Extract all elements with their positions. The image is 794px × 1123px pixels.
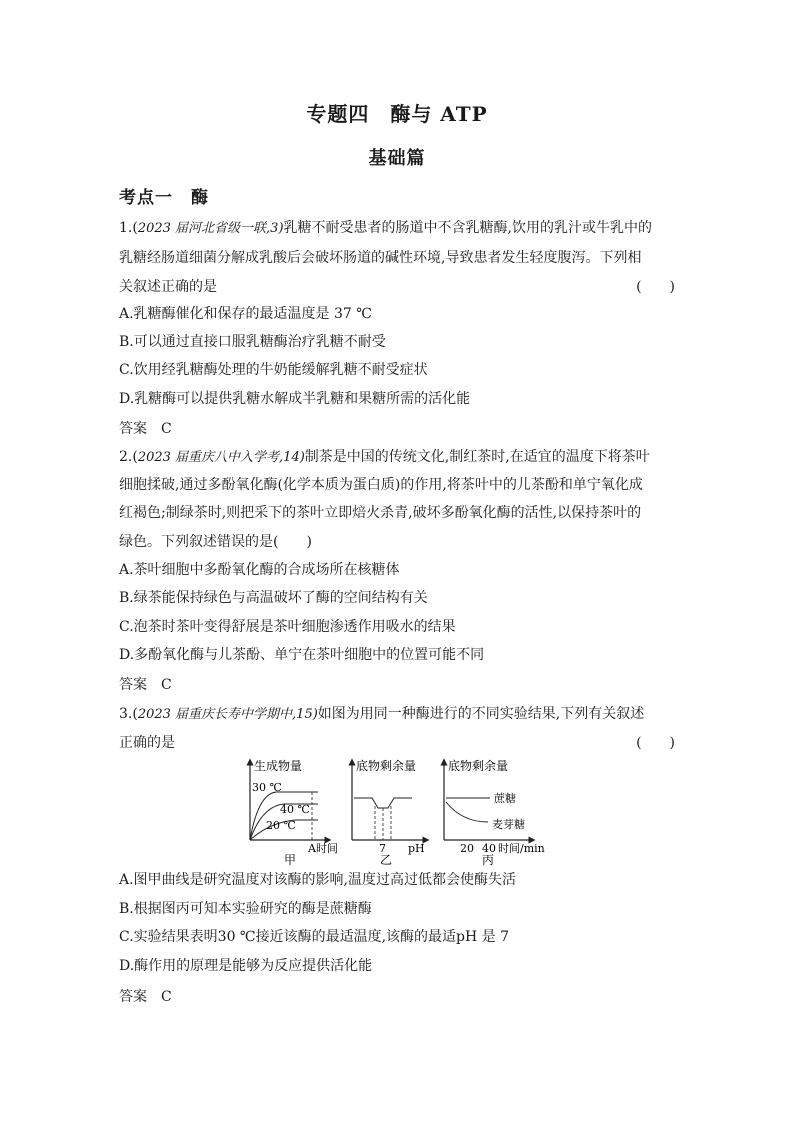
jia-curve-label-40: 40 ℃ — [280, 803, 310, 816]
bing-ylabel: 底物剩余量 — [448, 759, 509, 773]
q3-option-a: A.图甲曲线是研究温度对该酶的影响,温度过高过低都会使酶失活 — [119, 872, 517, 888]
jia-ylabel: 生成物量 — [254, 759, 303, 773]
q2-answer: 答案 C — [119, 677, 172, 693]
q2-line4: 绿色。下列叙述错误的是( ) — [119, 534, 312, 550]
yi-ylabel: 底物剩余量 — [356, 759, 417, 773]
q3-source: 2023 届重庆长寿中学期中,15) — [137, 707, 318, 722]
page-subtitle: 基础篇 — [368, 148, 426, 169]
q1-source: 2023 届河北省级一联,3) — [137, 221, 284, 236]
q1-line3: 关叙述正确的是 ( ) — [119, 279, 675, 295]
q3-answer: 答案 C — [119, 989, 172, 1005]
bing-xtick-40: 40 — [482, 842, 496, 855]
q2-line3: 红褐色;制绿茶时,则把采下的茶叶立即焙火杀青,破坏多酚氧化酶的活性,以保持茶叶的 — [119, 505, 642, 521]
jia-curve-30 — [250, 792, 318, 840]
q2-line1: 2.(2023 届重庆八中入学考,14)制茶是中国的传统文化,制红茶时,在适宜的温度下将茶叶 — [119, 449, 650, 465]
jia-curve-label-30: 30 ℃ — [252, 781, 282, 794]
enzyme-experiment-figure — [236, 756, 556, 866]
q2-option-a: A.茶叶细胞中多酚氧化酶的合成场所在核糖体 — [119, 562, 400, 578]
yi-caption: 乙 — [380, 853, 393, 866]
yi-xtick-7: 7 — [379, 842, 386, 855]
q3-line2: 正确的是 ( ) — [119, 735, 675, 751]
q2-source: 2023 届重庆八中入学考,14) — [137, 450, 305, 465]
yi-xlabel: pH — [408, 842, 425, 855]
bing-curve-label-sucrose: 蔗糖 — [494, 792, 516, 805]
bing-xlabel: 时间/min — [498, 842, 545, 855]
q1-answer-blank: ( ) — [636, 279, 675, 295]
q1-line2: 乳糖经肠道细菌分解成乳酸后会破坏肠道的碱性环境,导致患者发生轻度腹泻。下列相 — [119, 250, 642, 266]
q2-option-b: B.绿茶能保持绿色与高温破坏了酶的空间结构有关 — [119, 590, 428, 606]
q3-answer-blank: ( ) — [636, 735, 675, 751]
q3-option-c: C.实验结果表明30 ℃接近该酶的最适温度,该酶的最适pH 是 7 — [119, 929, 510, 945]
q1-option-b: B.可以通过直接口服乳糖酶治疗乳糖不耐受 — [119, 334, 386, 350]
yi-curve — [354, 798, 412, 808]
q1-option-d: D.乳糖酶可以提供乳糖水解成半乳糖和果糖所需的活化能 — [119, 391, 471, 407]
jia-xlabel: 时间 — [316, 842, 338, 855]
graph-bing — [444, 758, 545, 866]
bing-curve-label-maltose: 麦芽糖 — [492, 818, 525, 831]
q1-option-a: A.乳糖酶催化和保存的最适温度是 37 ℃ — [119, 306, 372, 322]
q1-answer: 答案 C — [119, 421, 172, 437]
q1-option-c: C.饮用经乳糖酶处理的牛奶能缓解乳糖不耐受症状 — [119, 362, 428, 378]
q3-line1: 3.(2023 届重庆长寿中学期中,15)如图为用同一种酶进行的不同实验结果,下列有关叙述 — [119, 706, 645, 722]
jia-caption: 甲 — [284, 853, 297, 866]
graph-jia — [250, 758, 338, 866]
q2-line2: 细胞揉破,通过多酚氧化酶(化学本质为蛋白质)的作用,将茶叶中的儿茶酚和单宁氧化成 — [119, 477, 643, 493]
bing-curve-maltose — [446, 802, 488, 822]
jia-xmark: A — [308, 842, 316, 855]
jia-curve-label-20: 20 ℃ — [266, 819, 296, 832]
q2-option-d: D.多酚氧化酶与儿茶酚、单宁在茶叶细胞中的位置可能不同 — [119, 647, 485, 663]
section-heading: 考点一 酶 — [119, 188, 209, 208]
q3-option-b: B.根据图丙可知本实验研究的酶是蔗糖酶 — [119, 901, 372, 917]
bing-caption: 丙 — [482, 853, 495, 866]
q1-line1: 1.(2023 届河北省级一联,3)乳糖不耐受患者的肠道中不含乳糖酶,饮用的乳汁或牛乳中的 — [119, 220, 652, 236]
q3-option-d: D.酶作用的原理是能够为反应提供活化能 — [119, 958, 373, 974]
graph-yi — [352, 758, 426, 866]
bing-xtick-20: 20 — [460, 842, 474, 855]
q2-option-c: C.泡茶时茶叶变得舒展是茶叶细胞渗透作用吸水的结果 — [119, 619, 456, 635]
page-title: 专题四 酶与 ATP — [306, 102, 488, 126]
